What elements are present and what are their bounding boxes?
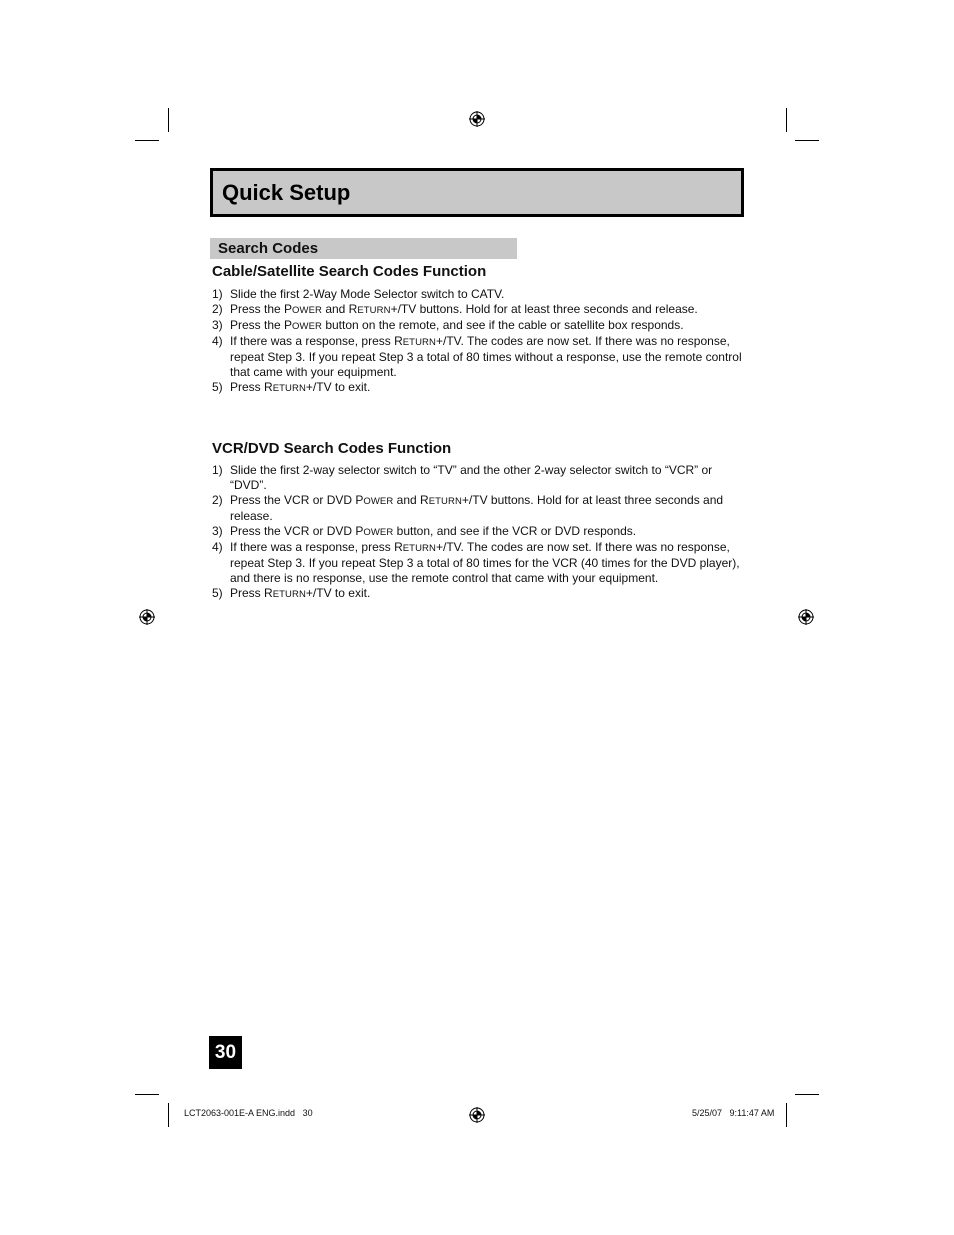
crop-mark-bottom-right-horizontal (795, 1094, 819, 1095)
file-slug: LCT2063-001E-A ENG.indd 30 (184, 1108, 313, 1118)
registration-mark-icon (469, 111, 485, 127)
crop-mark-top-left-horizontal (135, 140, 159, 141)
page-title: Quick Setup (222, 180, 351, 205)
registration-mark-icon (469, 1107, 485, 1123)
page-title-box (210, 168, 744, 217)
cable-satellite-heading: Cable/Satellite Search Codes Function (212, 263, 487, 280)
list-item: 5) Press RETURN+/TV to exit. (212, 586, 371, 600)
list-item: 2) Press the VCR or DVD POWER and RETURN+/TV buttons. Hold for at least three seconds and release. (212, 493, 724, 523)
list-item: 1) Slide the first 2-Way Mode Selector switch to CATV. (212, 287, 505, 301)
registration-mark-icon (139, 609, 155, 625)
crop-mark-bottom-left-horizontal (135, 1094, 159, 1095)
registration-mark-icon (798, 609, 814, 625)
list-item: 4) If there was a response, press RETURN+/TV. The codes are now set. If there was no response, repeat Step 3. If you repeat Step 3 a total of 80 times without a response, use the remote control that came with your equipment. (212, 334, 742, 379)
list-item: 5) Press RETURN+/TV to exit. (212, 380, 371, 394)
list-item: 4) If there was a response, press RETURN+/TV. The codes are now set. If there was no response, repeat Step 3. If you repeat Step 3 a total of 80 times for the VCR (40 times for the DVD player), and there is no response, use the remote control that came with your equipment. (212, 540, 740, 585)
cable-satellite-steps (212, 287, 742, 396)
section-header (210, 238, 517, 259)
vcr-dvd-steps (212, 463, 742, 602)
crop-mark-top-right-horizontal (795, 140, 819, 141)
vcr-dvd-heading: VCR/DVD Search Codes Function (212, 440, 452, 457)
section-label: Search Codes (218, 240, 319, 257)
crop-mark-top-right-vertical (786, 108, 787, 132)
crop-mark-top-left-vertical (168, 108, 169, 132)
crop-mark-bottom-right-vertical (786, 1103, 787, 1127)
date-slug: 5/25/07 9:11:47 AM (692, 1108, 775, 1118)
list-item: 3) Press the POWER button on the remote, and see if the cable or satellite box responds. (212, 318, 684, 332)
crop-mark-bottom-left-vertical (168, 1103, 169, 1127)
list-item: 2) Press the POWER and RETURN+/TV buttons. Hold for at least three seconds and release. (212, 302, 698, 316)
list-item: 1) Slide the first 2-way selector switch to “TV” and the other 2-way selector switch to “VCR” or “DVD”. (212, 463, 713, 492)
page-number: 30 (209, 1036, 242, 1069)
list-item: 3) Press the VCR or DVD POWER button, and see if the VCR or DVD responds. (212, 524, 637, 538)
